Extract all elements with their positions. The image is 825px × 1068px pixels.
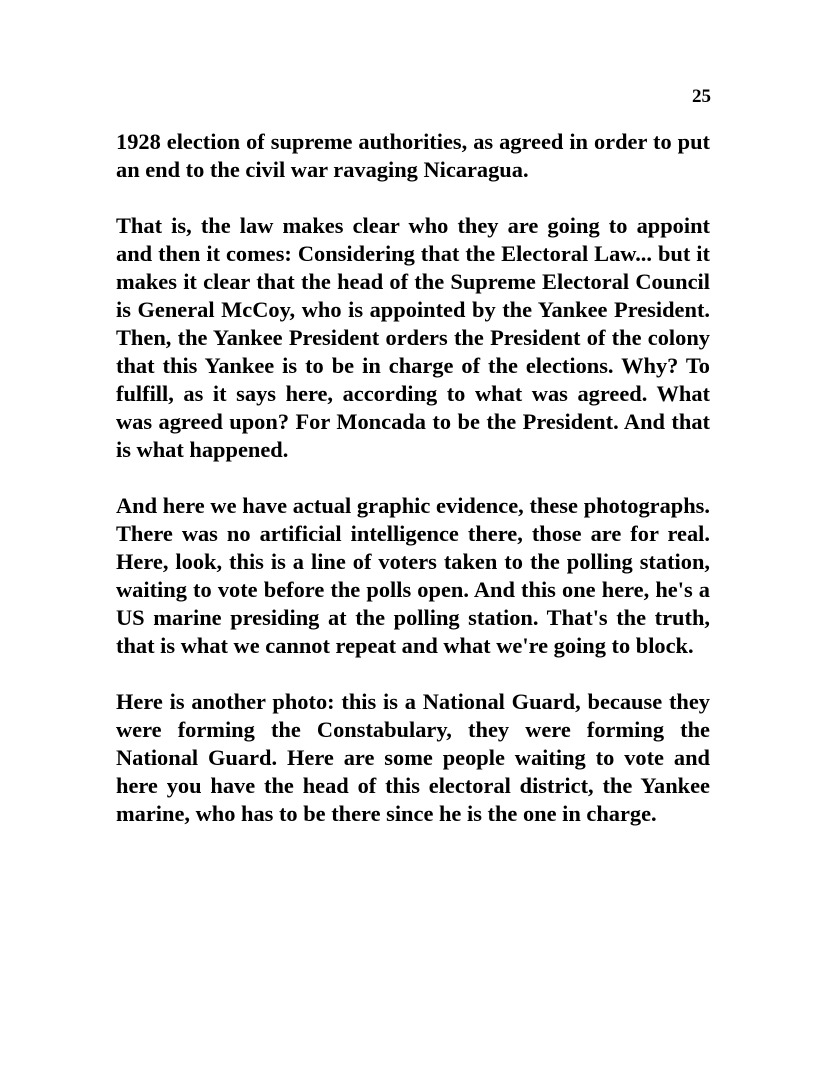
paragraph-1: 1928 election of supreme authorities, as agreed in order to put an end to the civil war ravaging Nicaragua. <box>116 129 710 182</box>
paragraph-2: That is, the law makes clear who they are going to appoint and then it comes: Considering that the Electoral Law... but it makes it clear that the head of the Supreme Electoral Council is General McCoy, who is appointed by the Yankee President. Then, the Yankee President orders the President of the colony that this Yankee is to be in charge of the elections. Why? To fulfill, as it says here, according to what was agreed. What was agreed upon? For Moncada to be the President. And that is what happened. <box>116 213 710 462</box>
page-number: 25 <box>692 86 711 107</box>
paragraph-4: Here is another photo: this is a National Guard, because they were forming the Constabulary, they were forming the National Guard. Here are some people waiting to vote and here you have the head of this electoral district, the Yankee marine, who has to be there since he is the one in charge. <box>116 689 710 826</box>
body-text <box>116 128 710 856</box>
paragraph-3: And here we have actual graphic evidence, these photographs. There was no artificial intelligence there, those are for real. Here, look, this is a line of voters taken to the polling station, waiting to vote before the polls open. And this one here, he's a US marine presiding at the polling station. That's the truth, that is what we cannot repeat and what we're going to block. <box>116 493 710 658</box>
